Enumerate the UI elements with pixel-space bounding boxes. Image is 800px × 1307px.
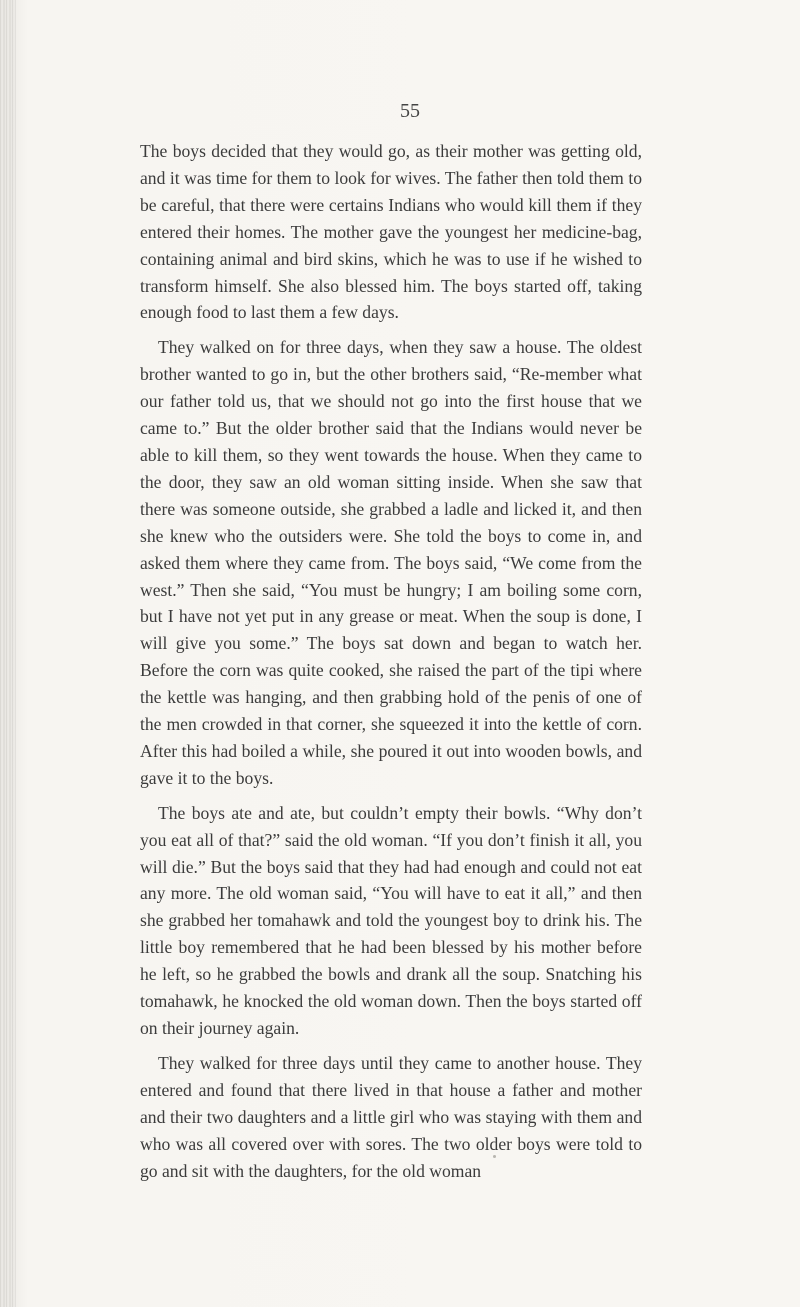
page-binding-edge <box>0 0 16 1307</box>
paragraph-4: They walked for three days until they came to another house. They entered and found that there lived in that house a father and mother and their two daughters and a little girl who was staying with them and who was all covered over with sores. The two older boys were told to go and sit with the daughters, for the old woman <box>140 1052 642 1181</box>
page-number: 55 <box>400 100 420 122</box>
paragraph-2: They walked on for three days, when they saw a house. The oldest brother wanted to go in, but the other brothers said, “Re-member what our father told us, that we should not go into the first house that we came to.” But the older brother said that the Indians would never be able to kill them, so they went towards the house. When they came to the door, they saw an old woman sitting inside. When she saw that there was someone outside, she grabbed a ladle and licked it, and then she knew who the outsiders were. She told the boys to come in, and asked them where they came from. The boys said, “We come from the west.” Then she said, “You must be hungry; I am boiling some corn, but I have not yet put in any grease or meat. When the soup is done, I will give you some.” The boys sat down and began to watch her. Before the corn was quite cooked, she raised the part of the tipi where the kettle was hanging, and then grabbing hold of the penis of one of the men crowded in that corner, she squeezed it into the kettle of corn. After this had boiled a while, she poured it out into wooden bowls, and gave it to the boys. <box>140 337 642 788</box>
body-text <box>140 138 642 1192</box>
paragraph-3: The boys ate and ate, but couldn’t empty their bowls. “Why don’t you eat all of that?” said the old woman. “If you don’t finish it all, you will die.” But the boys said that they had had enough and could not eat any more. The old woman said, “You will have to eat it all,” and then she grabbed her tomahawk and told the youngest boy to drink his. The little boy remembered that he had been blessed by his mother before he left, so he grabbed the bowls and drank all the soup. Snatching his tomahawk, he knocked the old woman down. Then the boys started off on their journey again. <box>140 802 642 1038</box>
paper-speck <box>493 1155 496 1158</box>
paragraph-1: The boys decided that they would go, as their mother was getting old, and it was time for them to look for wives. The father then told them to be careful, that there were certains Indians who would kill them if they entered their homes. The mother gave the youngest her medicine-bag, containing animal and bird skins, which he was to use if he wished to transform himself. She also blessed him. The boys started off, taking enough food to last them a few days. <box>140 141 642 323</box>
